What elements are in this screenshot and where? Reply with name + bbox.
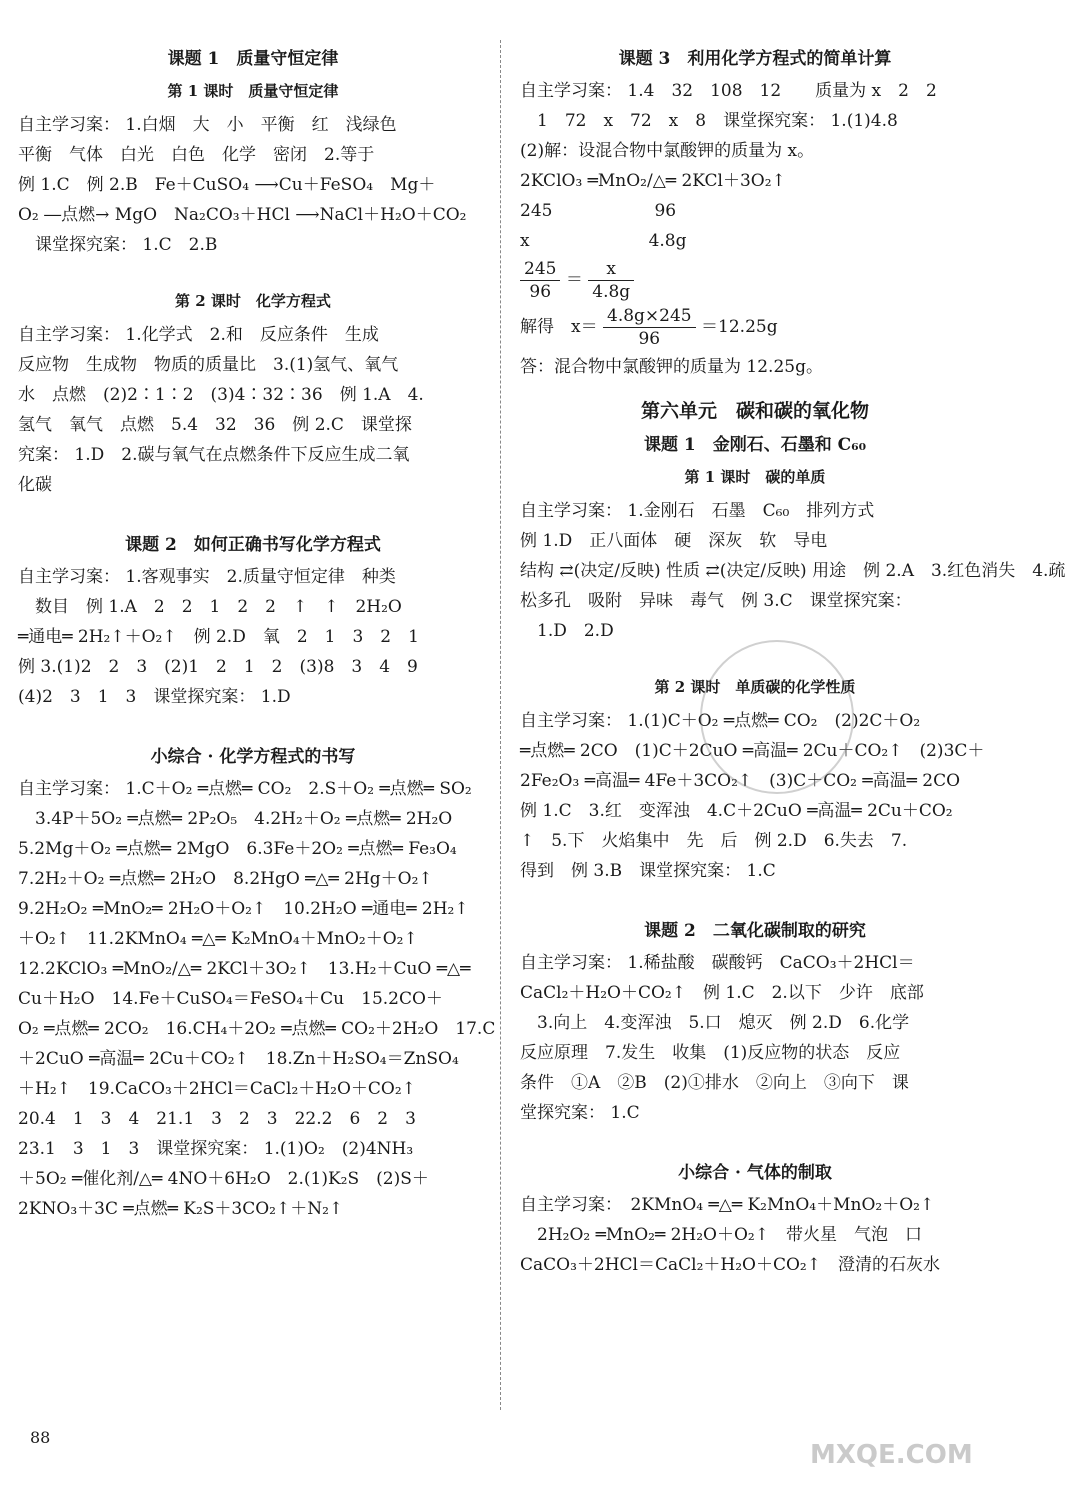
watermark-logo: MXQE.COM [810, 1440, 973, 1470]
section-title: 小综合 · 气体的制取 [678, 1163, 832, 1183]
answer-line: ＋5O₂ ═催化剂/△═ 4NO＋6H₂O 2.(1)K₂S (2)S＋ [18, 1169, 429, 1189]
answer-block [520, 496, 1065, 646]
answer-line: 12.2KClO₃ ═MnO₂/△═ 2KCl＋3O₂↑ 13.H₂＋CuO ═△═ [18, 959, 471, 979]
column-divider [500, 40, 501, 1410]
answer-line: 例 1.C 例 2.B Fe＋CuSO₄ ⟶Cu＋FeSO₄ Mg＋ [18, 175, 436, 195]
answer-line: O₂ ═点燃═ 2CO₂ 16.CH₄＋2O₂ ═点燃═ CO₂＋2H₂O 17.C [18, 1019, 496, 1039]
answer-line: 反应物 生成物 物质的质量比 3.(1)氢气、氧气 [18, 355, 399, 375]
answer-line: 例 3.(1)2 2 3 (2)1 2 1 2 (3)8 3 4 9 [18, 657, 418, 677]
fraction: $\frac{245}{96}$ [520, 258, 560, 303]
answer-line: 自主学习案： 1.客观事实 2.质量守恒定律 种类 [18, 567, 396, 587]
answer-line: ＋H₂↑ 19.CaCO₃＋2HCl＝CaCl₂＋H₂O＋CO₂↑ [18, 1079, 416, 1099]
answer-line: 3.4P＋5O₂ ═点燃═ 2P₂O₅ 4.2H₂＋O₂ ═点燃═ 2H₂O [18, 809, 453, 829]
answer-line: 自主学习案： 1.C＋O₂ ═点燃═ CO₂ 2.S＋O₂ ═点燃═ SO₂ [18, 779, 472, 799]
lesson-subtitle: 第 2 课时 化学方程式 [175, 292, 331, 310]
answer-line: (2)解：设混合物中氯酸钾的质量为 x。 [520, 141, 815, 161]
answer-line: 9.2H₂O₂ ═MnO₂═ 2H₂O＋O₂↑ 10.2H₂O ═通电═ 2H₂↑ [18, 899, 469, 919]
answer-line: ═点燃═ 2CO (1)C＋2CuO ═高温═ 2Cu＋CO₂↑ (2)3C＋ [520, 741, 985, 761]
answer-line: 2KClO₃ ═MnO₂/△═ 2KCl＋3O₂↑ [520, 171, 786, 191]
left-column [18, 40, 496, 1224]
answer-line: ＋O₂↑ 11.2KMnO₄ ═△═ K₂MnO₄＋MnO₂＋O₂↑ [18, 929, 418, 949]
answer-line: 课堂探究案： 1.C 2.B [18, 235, 218, 255]
answer-line: 堂探究案： 1.C [520, 1103, 640, 1123]
answer-line: x 4.8g [520, 231, 687, 251]
answer-block [18, 320, 488, 500]
answer-block [520, 1190, 990, 1280]
answer-line: 2Fe₂O₃ ═高温═ 4Fe＋3CO₂↑ (3)C＋CO₂ ═高温═ 2CO [520, 771, 961, 791]
answer-line: 1.D 2.D [520, 621, 614, 641]
answer-line: CaCl₂＋H₂O＋CO₂↑ 例 1.C 2.以下 少许 底部 [520, 983, 924, 1003]
answer-line: CaCO₃＋2HCl＝CaCl₂＋H₂O＋CO₂↑ 澄清的石灰水 [520, 1255, 940, 1275]
answer-line: 23.1 3 1 3 课堂探究案： 1.(1)O₂ (2)4NH₃ [18, 1139, 414, 1159]
lesson-subtitle: 第 2 课时 单质碳的化学性质 [654, 678, 856, 696]
answer-line: ＋2CuO ═高温═ 2Cu＋CO₂↑ 18.Zn＋H₂SO₄＝ZnSO₄ [18, 1049, 459, 1069]
answer-line: 结构 ⇄(决定/反映) 性质 ⇄(决定/反映) 用途 例 2.A 3.红色消失 4.疏 [520, 561, 1065, 581]
answer-line: 自主学习案： 1.化学式 2.和 反应条件 生成 [18, 325, 379, 345]
answer-line: 数目 例 1.A 2 2 1 2 2 ↑ ↑ 2H₂O [18, 597, 402, 617]
answer-line: Cu＋H₂O 14.Fe＋CuSO₄＝FeSO₄＋Cu 15.2CO＋ [18, 989, 443, 1009]
answer-line: 例 1.D 正八面体 硬 深灰 软 导电 [520, 531, 828, 551]
section-title: 课题 3 利用化学方程式的简单计算 [618, 49, 892, 69]
answer-line: 条件 ①A ②B (2)①排水 ②向上 ③向下 课 [520, 1073, 909, 1093]
answer-line: 化碳 [18, 475, 52, 495]
section-title: 课题 2 二氧化碳制取的研究 [644, 921, 866, 941]
proportion-equation: $\frac{245}{96}$ ＝ $\frac{x}{4.8g}$ [520, 258, 990, 303]
answer-block [18, 562, 488, 712]
answer-block [18, 774, 496, 1224]
section-title: 课题 1 金刚石、石墨和 C₆₀ [643, 435, 867, 455]
answer-block [520, 76, 990, 256]
answer-line: 氢气 氧气 点燃 5.4 32 36 例 2.C 课堂探 [18, 415, 412, 435]
answer-line: (4)2 3 1 3 课堂探究案： 1.D [18, 687, 291, 707]
answer-line: 5.2Mg＋O₂ ═点燃═ 2MgO 6.3Fe＋2O₂ ═点燃═ Fe₃O₄ [18, 839, 457, 859]
stamp-seal [700, 640, 854, 794]
answer-line: 得到 例 3.B 课堂探究案： 1.C [520, 861, 776, 881]
answer-line: 自主学习案： 1.(1)C＋O₂ ═点燃═ CO₂ (2)2C＋O₂ [520, 711, 921, 731]
answer-line: ↑ 5.下 火焰集中 先 后 例 2.D 6.失去 7. [520, 831, 908, 851]
answer-line: 水 点燃 (2)2∶1∶2 (3)4∶32∶36 例 1.A 4. [18, 385, 424, 405]
answer-line: 自主学习案： 1.白烟 大 小 平衡 红 浅绿色 [18, 115, 397, 135]
fraction: $\frac{4.8g\times 245}{96}$ [603, 305, 696, 350]
answer-line: 例 1.C 3.红 变浑浊 4.C＋2CuO ═高温═ 2Cu＋CO₂ [520, 801, 953, 821]
answer-line: 自主学习案： 1.4 32 108 12 质量为 x 2 2 [520, 81, 937, 101]
section-title: 课题 2 如何正确书写化学方程式 [125, 535, 381, 555]
answer-line: 7.2H₂＋O₂ ═点燃═ 2H₂O 8.2HgO ═△═ 2Hg＋O₂↑ [18, 869, 433, 889]
unit-title: 第六单元 碳和碳的氧化物 [640, 400, 869, 422]
answer-line: 2H₂O₂ ═MnO₂═ 2H₂O＋O₂↑ 带火星 气泡 口 [520, 1225, 922, 1245]
lesson-subtitle: 第 1 课时 碳的单质 [684, 468, 826, 486]
answer-line: 平衡 气体 白光 白色 化学 密闭 2.等于 [18, 145, 375, 165]
answer-line: 答：混合物中氯酸钾的质量为 12.25g。 [520, 357, 823, 377]
answer-line: 自主学习案： 1.金刚石 石墨 C₆₀ 排列方式 [520, 501, 875, 521]
answer-line: 245 96 [520, 201, 677, 221]
lesson-subtitle: 第 1 课时 质量守恒定律 [167, 82, 339, 100]
section-title: 小综合 · 化学方程式的书写 [150, 747, 356, 767]
answer-line: ═通电═ 2H₂↑＋O₂↑ 例 2.D 氧 2 1 3 2 1 [18, 627, 419, 647]
answer-line: 3.向上 4.变浑浊 5.口 熄灭 例 2.D 6.化学 [520, 1013, 910, 1033]
page-number: 88 [30, 1428, 51, 1447]
answer-line: 自主学习案： 2KMnO₄ ═△═ K₂MnO₄＋MnO₂＋O₂↑ [520, 1195, 935, 1215]
answer-line: 究案： 1.D 2.碳与氧气在点燃条件下反应生成二氧 [18, 445, 410, 465]
answer-line: 反应原理 7.发生 收集 (1)反应物的状态 反应 [520, 1043, 901, 1063]
answer-line: 1 72 x 72 x 8 课堂探究案： 1.(1)4.8 [520, 111, 898, 131]
answer-line: 松多孔 吸附 异味 毒气 例 3.C 课堂探究案： [520, 591, 912, 611]
section-title: 课题 1 质量守恒定律 [167, 49, 339, 69]
fraction: $\frac{x}{4.8g}$ [588, 258, 634, 303]
solution-line: 解得 x＝ $\frac{4.8g\times 245}{96}$ ＝12.25g [520, 306, 778, 349]
answer-block [18, 110, 488, 260]
answer-block [520, 948, 990, 1128]
answer-line: 20.4 1 3 4 21.1 3 2 3 22.2 6 2 3 [18, 1109, 416, 1129]
answer-line: O₂ ―点燃→ MgO Na₂CO₃＋HCl ⟶NaCl＋H₂O＋CO₂ [18, 205, 467, 225]
answer-line: 自主学习案： 1.稀盐酸 碳酸钙 CaCO₃＋2HCl＝ [520, 953, 915, 973]
answer-line: 2KNO₃＋3C ═点燃═ K₂S＋3CO₂↑＋N₂↑ [18, 1199, 344, 1219]
